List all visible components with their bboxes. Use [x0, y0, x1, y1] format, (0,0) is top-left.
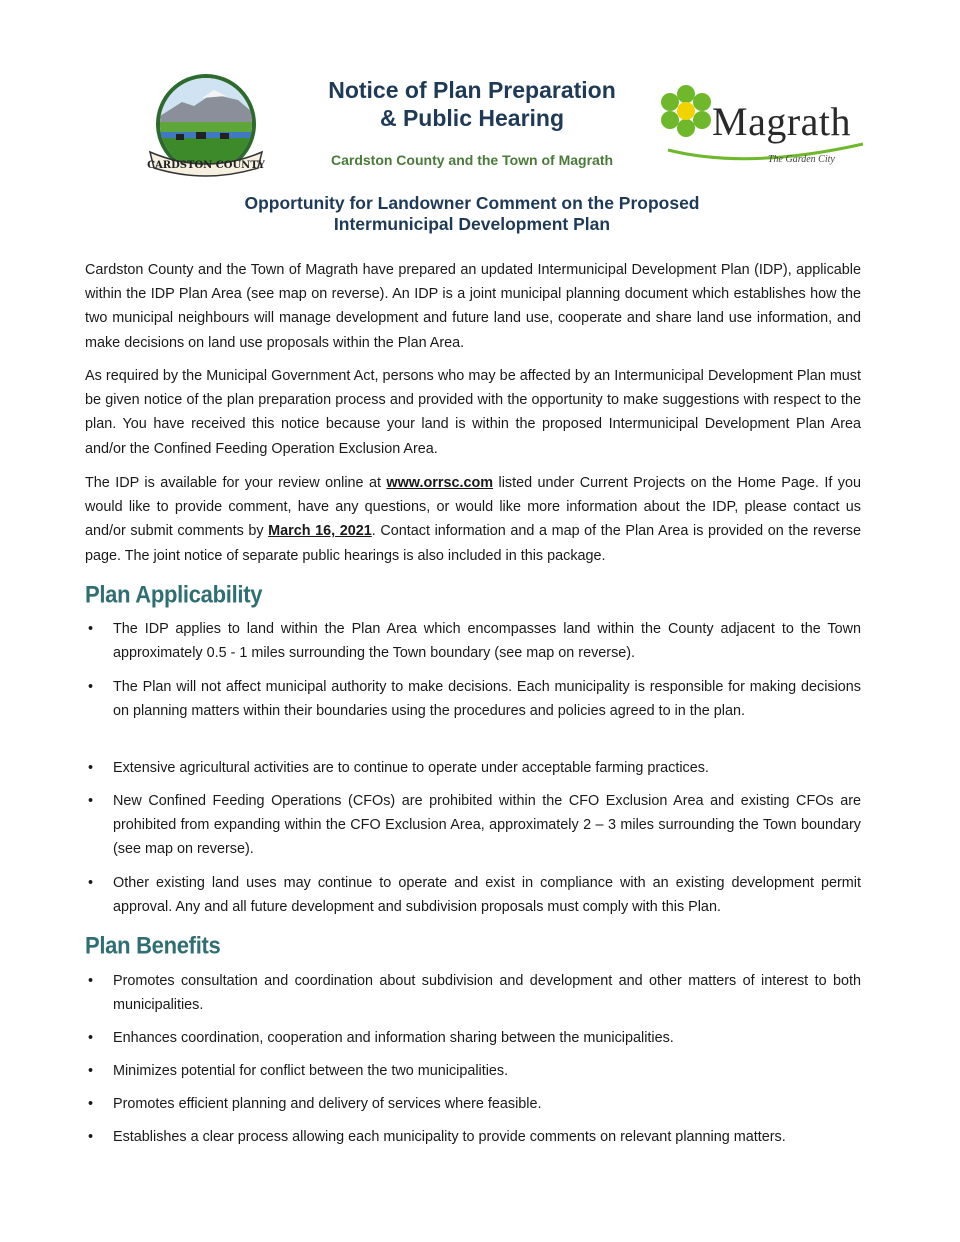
- bullet-icon: •: [88, 1096, 94, 1112]
- bullet-icon: •: [88, 1063, 94, 1079]
- heading-line-2: Intermunicipal Development Plan: [333, 214, 611, 234]
- bullet-icon: •: [88, 679, 94, 695]
- list-item: [85, 1092, 861, 1116]
- bullet-icon: •: [88, 793, 94, 809]
- deadline-date: March 16, 2021: [268, 523, 372, 540]
- bullet-icon: •: [88, 621, 94, 637]
- list-item: [85, 1059, 861, 1083]
- list-item: [85, 756, 861, 780]
- intro-paragraph-1: [85, 258, 861, 355]
- cardston-county-logo: [142, 72, 270, 184]
- bullet-icon: •: [88, 1129, 94, 1145]
- magrath-logo: [658, 84, 870, 170]
- list-item: [85, 1026, 861, 1050]
- list-item-text: Other existing land uses may continue to operate and exist in compliance with an existing development permit approval. Any and all future development and subdivision proposals must comply with this Plan.: [113, 875, 861, 916]
- bullet-icon: •: [88, 875, 94, 891]
- notice-heading: [180, 193, 764, 235]
- intro-p3-text-a: The IDP is available for your review online at: [85, 475, 387, 491]
- intro-paragraph-2: [85, 364, 861, 461]
- magrath-logo-tagline: The Garden City: [768, 154, 835, 165]
- bullet-icon: •: [88, 1030, 94, 1046]
- county-logo-text: CARDSTON COUNTY: [147, 160, 265, 171]
- swoosh-icon: [658, 140, 870, 170]
- section-title-benefits: Plan Benefits: [85, 932, 221, 959]
- list-item: [85, 617, 861, 665]
- magrath-logo-word: Magrath: [712, 99, 852, 144]
- section-title-applicability: Plan Applicability: [85, 581, 263, 608]
- list-item-text: Enhances coordination, cooperation and information sharing between the municipalities.: [113, 1030, 674, 1046]
- intro-p1-text: Cardston County and the Town of Magrath have prepared an updated Intermunicipal Development Plan (IDP), applicable within the IDP Plan Area (see map on reverse). An IDP is a joint municipal planning document which establishes how the two municipal neighbours will manage development and future land use, cooperate and share land use information, and make decisions on land use proposals within the Plan Area.: [85, 262, 861, 351]
- page-title: [302, 76, 642, 132]
- list-item-text: The IDP applies to land within the Plan Area which encompasses land within the County adjacent to the Town approximately 0.5 - 1 miles surrounding the Town boundary (see map on reverse).: [113, 621, 861, 662]
- intro-p2-text: As required by the Municipal Government Act, persons who may be affected by an Intermunicipal Development Plan must be given notice of the plan preparation process and provided with the opportunity to make suggestions with respect to the plan. You have received this notice because your land is within the proposed Intermunicipal Development Plan Area and/or the Confined Feeding Operation Exclusion Area.: [85, 368, 861, 457]
- list-item: [85, 969, 861, 1017]
- website-link[interactable]: www.orrsc.com: [386, 475, 494, 491]
- list-item: [85, 675, 861, 723]
- list-item-text: Extensive agricultural activities are to continue to operate under acceptable farming practices.: [113, 760, 709, 776]
- list-item: [85, 871, 861, 919]
- list-item: [85, 789, 861, 862]
- list-item-text: Promotes consultation and coordination about subdivision and development and other matters of interest to both municipalities.: [113, 973, 861, 1014]
- list-item-text: The Plan will not affect municipal authority to make decisions. Each municipality is responsible for making decisions on planning matters within their boundaries using the procedures and policies agreed to in the plan.: [113, 679, 861, 720]
- intro-p3-text-c: . Contact information and a map of the Plan Area is provided on the reverse page. The joint notice of separate public hearings is also included in this package.: [85, 523, 861, 564]
- title-line-1: Notice of Plan Preparation: [328, 77, 616, 103]
- title-line-2: & Public Hearing: [379, 105, 565, 131]
- heading-line-1: Opportunity for Landowner Comment on the Proposed: [244, 193, 700, 213]
- bullet-icon: •: [88, 973, 94, 989]
- list-item: [85, 1125, 861, 1149]
- list-item-text: Minimizes potential for conflict between the two municipalities.: [113, 1063, 509, 1079]
- list-item-text: New Confined Feeding Operations (CFOs) are prohibited within the CFO Exclusion Area and existing CFOs are prohibited from expanding within the CFO Exclusion Area, approximately 2 – 3 miles surrounding the Town boundary (see map on reverse).: [113, 793, 861, 858]
- bullet-icon: •: [88, 760, 94, 776]
- page-subtitle: Cardston County and the Town of Magrath: [330, 152, 614, 168]
- flower-icon: [658, 84, 714, 144]
- intro-paragraph-3: [85, 471, 861, 568]
- intro-p3-text-b: listed under Current Projects on the Home Page. If you would like to provide comment, have any questions, or would like more information about the IDP, please contact us and/or submit comments by: [85, 475, 861, 540]
- list-item-text: Establishes a clear process allowing each municipality to provide comments on relevant planning matters.: [113, 1129, 786, 1145]
- list-item-text: Promotes efficient planning and delivery of services where feasible.: [113, 1096, 542, 1112]
